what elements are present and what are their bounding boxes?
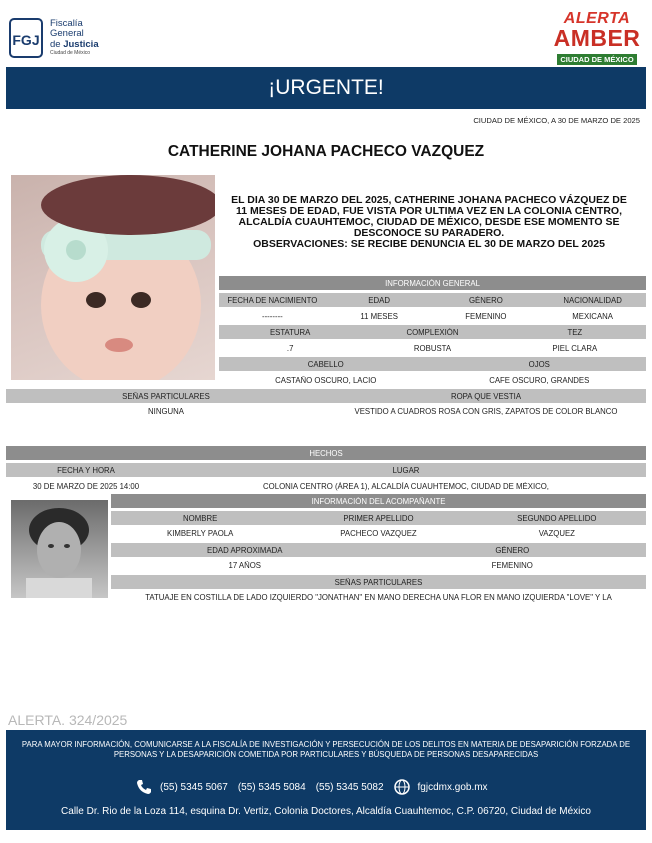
description-text: EL DIA 30 DE MARZO DEL 2025, CATHERINE JOHANA PACHECO VÁZQUEZ DE 11 MESES DE EDAD, FUE VISTA POR ULTIMA VEZ EN LA COLONIA CENTRO, ALCALDÍA CUAUHTEMOC, CIUDAD DE MÉXICO, DESDE ESE MOMENTO SE DESCONOCE SU PARADERO. [231,194,627,239]
value-birthdate: -------- [261,311,283,321]
value-build: ROBUSTA [413,343,452,353]
missing-person-name: CATHERINE JOHANA PACHECO VAZQUEZ [167,143,485,160]
general-info-row1-headers [219,293,646,307]
logo-line-1: Fiscalía [50,17,83,29]
header-eyes: OJOS [528,359,550,369]
header-companion-name: NOMBRE [183,513,218,523]
logo-line-2: General [50,28,84,40]
value-companion-name: KIMBERLY PAOLA [167,528,234,538]
header-gender: GÉNERO [468,295,503,305]
header-build: COMPLEXIÓN [406,327,459,337]
general-info-row1-values [219,309,646,323]
companion-row1-values [111,526,646,540]
date-line: CIUDAD DE MÉXICO, A 30 DE MARZO DE 2025 [473,116,640,125]
case-description [225,195,633,250]
general-info-row2-headers [219,325,646,339]
general-info-row2-values [219,341,646,355]
footer [6,730,646,830]
companion-title: INFORMACIÓN DEL ACOMPAÑANTE [111,494,646,508]
header-clothing: ROPA QUE VESTIA [450,391,522,401]
general-info-row4-headers [6,389,646,403]
value-eyes: CAFE OSCURO, GRANDES [489,375,590,385]
facts-title: HECHOS [6,446,646,460]
value-companion-lastname2: VAZQUEZ [538,528,575,538]
value-datetime: 30 DE MARZO DE 2025 14:00 [32,481,140,491]
value-companion-gender: FEMENINO [491,560,533,570]
header-datetime: FECHA Y HORA [57,465,115,475]
value-nationality: MEXICANA [572,311,613,321]
header-companion-lastname1: PRIMER APELLIDO [343,513,414,523]
companion-photo [11,500,108,598]
globe-icon [394,779,410,795]
value-companion-marks: TATUAJE EN COSTILLA DE LADO IZQUIERDO "JONATHAN" EN MANO DERECHA UNA FLOR EN MANO IZQUIERDA "LOVE" Y LA [145,592,612,602]
general-info-row3-headers [219,357,646,371]
footer-address: Calle Dr. Rio de la Loza 114, esquina Dr. Vertiz, Colonia Doctores, Alcaldía Cuauhtemoc, C.P. 06720, Ciudad de México [61,806,591,817]
svg-text:FGJ: FGJ [12,32,40,48]
companion-row1-headers [111,511,646,525]
general-info-row3-values [219,373,646,387]
header-nationality: NACIONALIDAD [563,295,622,305]
logo-line-4: Ciudad de México [50,50,91,57]
observations-text: OBSERVACIONES: SE RECIBE DENUNCIA EL 30 DE MARZO DEL 2025 [253,238,605,250]
website-link[interactable]: fgjcdmx.gob.mx [417,781,488,793]
missing-person-photo [11,175,215,380]
value-gender: FEMENINO [465,311,507,321]
fgj-logo [8,12,148,64]
general-info-row4-values [6,404,646,418]
facts-headers [6,463,646,477]
alert-number: ALERTA. 324/2025 [8,712,128,728]
value-clothing: VESTIDO A CUADROS ROSA CON GRIS, ZAPATOS DE COLOR BLANCO [354,406,618,416]
footer-info-text: PARA MAYOR INFORMACIÓN, COMUNICARSE A LA FISCALÍA DE INVESTIGACIÓN Y PERSECUCIÓN DE LOS DELITOS EN MATERIA DE DESAPARICIÓN FORZADA DE PERSONAS Y LA DESAPARICIÓN COMETIDA POR PARTICULARES Y BÚSQUEDA DE PERSONAS DESAPARECIDAS [21,740,631,759]
header-height: ESTATURA [269,327,311,337]
alerta-amber-logo [552,10,642,68]
logo-line-3-prefix: de [50,38,61,50]
value-height: .7 [286,343,294,353]
companion-row2-headers [111,543,646,557]
amber-amber-text: AMBER [553,25,641,51]
header-birthdate: FECHA DE NACIMIENTO [227,295,318,305]
urgent-banner: ¡URGENTE! [6,67,646,109]
value-marks: NINGUNA [148,406,184,416]
phone-3[interactable]: (55) 5345 5082 [315,781,384,793]
header-age: EDAD [368,295,390,305]
value-companion-lastname1: PACHECO VAZQUEZ [340,528,417,538]
header-complexion: TEZ [567,327,583,337]
header-hair: CABELLO [307,359,344,369]
logo-line-3: Justicia [63,38,99,50]
footer-contacts [136,779,498,795]
header-marks: SEÑAS PARTICULARES [122,391,210,401]
phone-icon [136,779,152,795]
facts-values [6,479,646,493]
companion-row3-header [111,575,646,589]
header-companion-gender: GÉNERO [495,545,530,555]
value-hair: CASTAÑO OSCURO, LACIO [275,375,377,385]
phone-2[interactable]: (55) 5345 5084 [237,781,306,793]
amber-alerta-text: ALERTA [563,10,631,27]
fgj-logo-icon [8,15,44,61]
header-companion-lastname2: SEGUNDO APELLIDO [517,513,597,523]
companion-row2-values [111,558,646,572]
value-companion-age: 17 AÑOS [228,560,261,570]
value-complexion: PIEL CLARA [552,343,598,353]
header-companion-marks: SEÑAS PARTICULARES [334,577,423,587]
header-place: LUGAR [392,465,420,475]
value-age: 11 MESES [360,311,398,321]
general-info-title: INFORMACIÓN GENERAL [219,276,646,290]
value-place: COLONIA CENTRO (ÁREA 1), ALCALDÍA CUAUHTEMOC, CIUDAD DE MÉXICO, [263,481,549,491]
amber-city-text: CIUDAD DE MÉXICO [557,54,636,65]
companion-row3-value [111,590,646,604]
header-companion-age: EDAD APROXIMADA [207,545,283,555]
phone-1[interactable]: (55) 5345 5067 [160,781,228,793]
